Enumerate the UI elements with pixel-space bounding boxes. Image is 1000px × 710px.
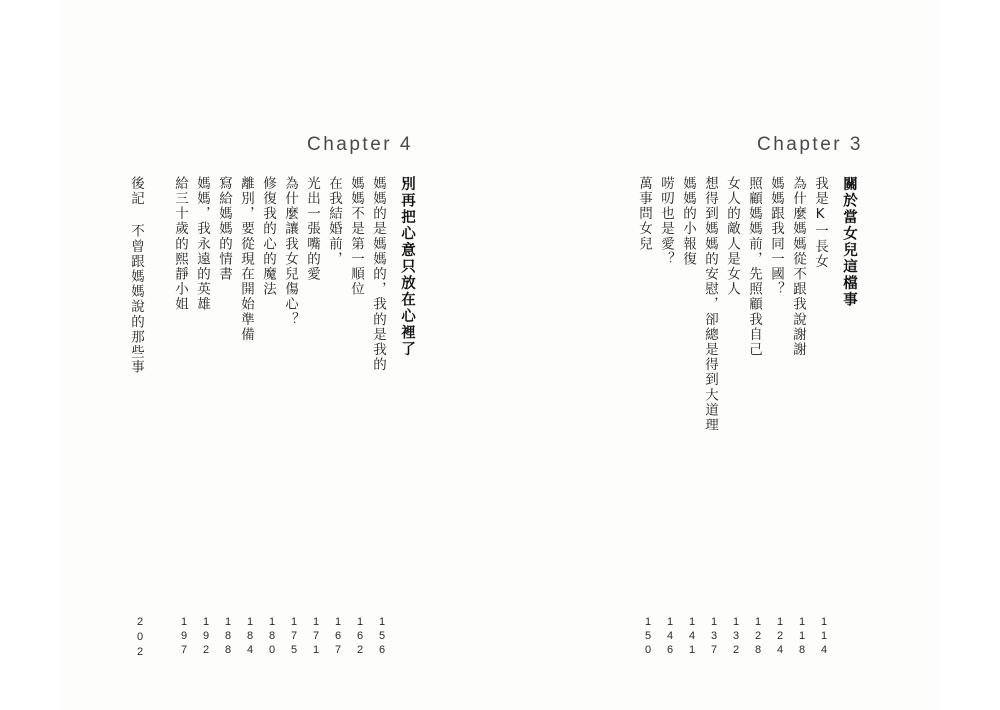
toc-entry-left-10[interactable]: 給三十歲的熙靜小姐 bbox=[172, 176, 188, 312]
toc-page-right-4: 128 bbox=[752, 616, 764, 658]
toc-page-left-6: 180 bbox=[266, 616, 278, 658]
toc-list-right bbox=[632, 176, 860, 658]
toc-entry-right-9[interactable]: 萬事問女兒 bbox=[636, 176, 652, 252]
toc-page-right-2: 118 bbox=[796, 616, 808, 658]
toc-entry-right-6[interactable]: 想得到媽媽的安慰，卻總是得到大道理 bbox=[702, 176, 718, 433]
toc-page-right-5: 132 bbox=[730, 616, 742, 658]
toc-page-left-11: 202 bbox=[134, 616, 146, 661]
toc-entry-left-6[interactable]: 修復我的心的魔法 bbox=[260, 176, 276, 297]
toc-page-right-7: 141 bbox=[686, 616, 698, 658]
toc-entry-left-8[interactable]: 寫給媽媽的情書 bbox=[216, 176, 232, 282]
toc-entry-right-3[interactable]: 媽媽跟我同一國？ bbox=[768, 176, 784, 297]
toc-page-left-10: 197 bbox=[178, 616, 190, 658]
toc-entry-left-2[interactable]: 媽媽不是第一順位 bbox=[348, 176, 364, 297]
toc-page-right-9: 150 bbox=[642, 616, 654, 658]
toc-page-right-6: 137 bbox=[708, 616, 720, 658]
toc-page-left-8: 188 bbox=[222, 616, 234, 658]
toc-page-left-7: 184 bbox=[244, 616, 256, 658]
toc-chapter-title-left[interactable]: 別再把心意只放在心裡了 bbox=[399, 176, 415, 358]
chapter-label-right: Chapter 3 bbox=[757, 134, 863, 155]
toc-page-right-3: 124 bbox=[774, 616, 786, 658]
toc-entry-left-3[interactable]: 在我結婚前， bbox=[326, 176, 342, 267]
toc-page-left-1: 156 bbox=[376, 616, 388, 658]
toc-chapter-title-right[interactable]: 關於當女兒這檔事 bbox=[841, 176, 857, 308]
toc-entry-right-4[interactable]: 照顧媽媽前，先照顧我自己 bbox=[746, 176, 762, 358]
chapter-label-left: Chapter 4 bbox=[307, 134, 413, 155]
toc-entry-left-4[interactable]: 光出一張嘴的愛 bbox=[304, 176, 320, 282]
toc-list-left bbox=[118, 176, 418, 661]
toc-page-left-9: 192 bbox=[200, 616, 212, 658]
toc-entry-left-5[interactable]: 為什麼讓我女兒傷心？ bbox=[282, 176, 298, 327]
toc-entry-left-11[interactable]: 後記 不曾跟媽媽說的那些事 bbox=[128, 176, 144, 375]
toc-entry-left-1[interactable]: 媽媽的是媽媽的，我的是我的 bbox=[370, 176, 386, 373]
toc-entry-right-8[interactable]: 唠叨也是愛？ bbox=[658, 176, 674, 267]
toc-page-right-1: 114 bbox=[818, 616, 830, 658]
toc-entry-right-7[interactable]: 媽媽的小報復 bbox=[680, 176, 696, 267]
toc-page-left-5: 175 bbox=[288, 616, 300, 658]
toc-page-right-8: 146 bbox=[664, 616, 676, 658]
toc-entry-left-7[interactable]: 離別，要從現在開始準備 bbox=[238, 176, 254, 343]
toc-entry-right-5[interactable]: 女人的敵人是女人 bbox=[724, 176, 740, 297]
toc-page-left-3: 167 bbox=[332, 616, 344, 658]
toc-entry-right-2[interactable]: 為什麼媽媽從不跟我說謝謝 bbox=[790, 176, 806, 358]
toc-page-left-2: 162 bbox=[354, 616, 366, 658]
toc-entry-right-1[interactable]: 我是K一長女 bbox=[812, 176, 828, 270]
toc-page-left-4: 171 bbox=[310, 616, 322, 658]
toc-entry-left-9[interactable]: 媽媽，我永遠的英雄 bbox=[194, 176, 210, 312]
